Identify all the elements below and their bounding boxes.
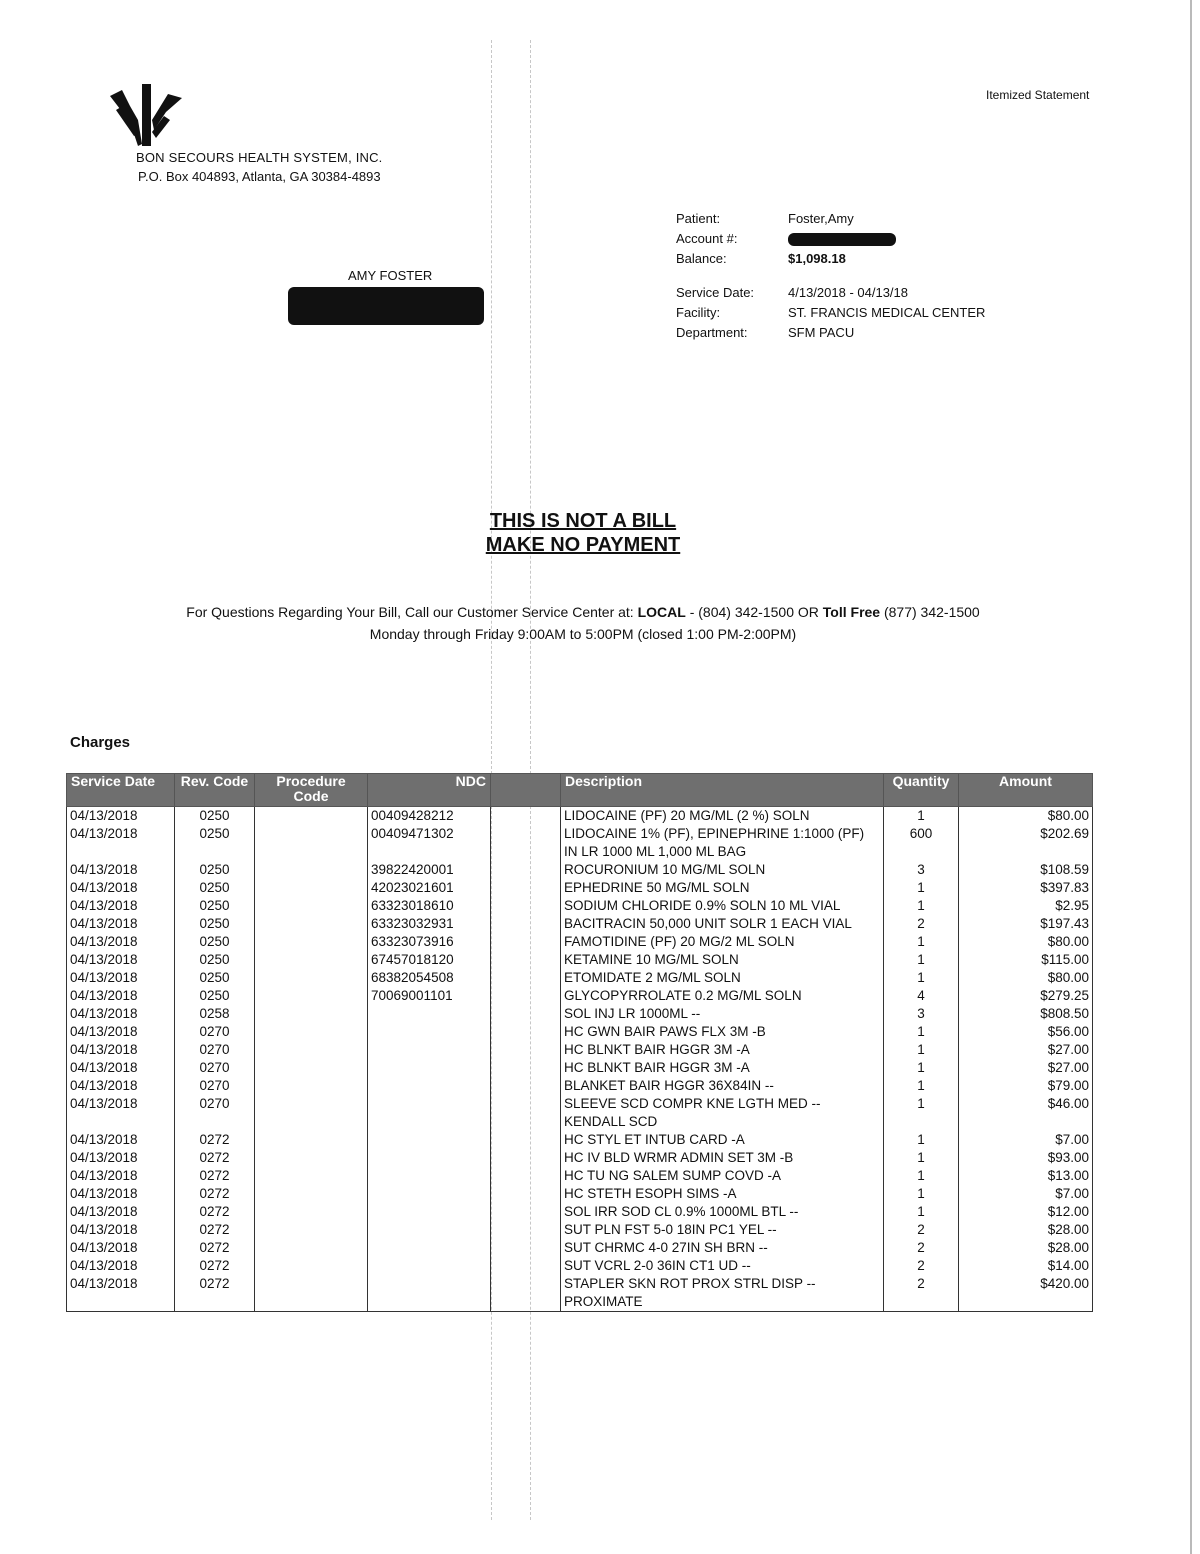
quantity-cell: 2	[884, 1257, 959, 1275]
charge-row	[67, 933, 1093, 951]
col-ndc: NDC	[368, 774, 491, 807]
ndc-cell	[368, 1131, 491, 1149]
amount-cell: $108.59	[959, 861, 1093, 879]
col-spacer	[491, 774, 561, 807]
account-info-table	[676, 208, 985, 342]
ndc-cell: 67457018120	[368, 951, 491, 969]
charge-row	[67, 1131, 1093, 1149]
charge-row	[67, 1239, 1093, 1257]
amount-cell: $93.00	[959, 1149, 1093, 1167]
spacer-cell	[491, 1131, 561, 1149]
spacer-cell	[491, 951, 561, 969]
amount-cell: $7.00	[959, 1131, 1093, 1149]
quantity-cell: 1	[884, 879, 959, 897]
rev-code-cell: 0270	[175, 1023, 255, 1041]
description-cell: HC GWN BAIR PAWS FLX 3M -B	[561, 1023, 884, 1041]
quantity-cell: 1	[884, 951, 959, 969]
service-date-cell: 04/13/2018	[67, 1059, 175, 1077]
amount-cell: $27.00	[959, 1059, 1093, 1077]
procedure-code-cell	[255, 1005, 368, 1023]
charge-row	[67, 1221, 1093, 1239]
description-cell: LIDOCAINE (PF) 20 MG/ML (2 %) SOLN	[561, 807, 884, 826]
spacer-cell	[491, 987, 561, 1005]
amount-cell: $80.00	[959, 969, 1093, 987]
amount-cell: $397.83	[959, 879, 1093, 897]
charge-row	[67, 1257, 1093, 1275]
facility-row	[676, 302, 985, 322]
amount-cell: $7.00	[959, 1185, 1093, 1203]
facility-value: ST. FRANCIS MEDICAL CENTER	[788, 304, 986, 320]
ndc-cell	[368, 1239, 491, 1257]
charge-row	[67, 1149, 1093, 1167]
charge-row	[67, 969, 1093, 987]
procedure-code-cell	[255, 825, 368, 861]
spacer-cell	[491, 1221, 561, 1239]
tollfree-label: Toll Free	[822, 604, 881, 620]
service-date-cell: 04/13/2018	[67, 1203, 175, 1221]
col-description: Description	[561, 774, 884, 807]
spacer-cell	[491, 1059, 561, 1077]
rev-code-cell: 0272	[175, 1257, 255, 1275]
ndc-cell	[368, 1077, 491, 1095]
quantity-cell: 2	[884, 1275, 959, 1312]
balance-row	[676, 248, 985, 268]
procedure-code-cell	[255, 1239, 368, 1257]
rev-code-cell: 0272	[175, 1149, 255, 1167]
service-date-cell: 04/13/2018	[67, 1239, 175, 1257]
amount-cell: $80.00	[959, 933, 1093, 951]
col-procedure-code: Procedure Code	[255, 774, 368, 807]
service-date-cell: 04/13/2018	[67, 1041, 175, 1059]
rev-code-cell: 0250	[175, 825, 255, 861]
description-cell: FAMOTIDINE (PF) 20 MG/2 ML SOLN	[561, 933, 884, 951]
rev-code-cell: 0272	[175, 1221, 255, 1239]
procedure-code-cell	[255, 1059, 368, 1077]
ndc-cell: 00409471302	[368, 825, 491, 861]
ndc-cell	[368, 1257, 491, 1275]
quantity-cell: 4	[884, 987, 959, 1005]
spacer-cell	[491, 1185, 561, 1203]
charge-row	[67, 879, 1093, 897]
local-label: LOCAL	[637, 604, 686, 620]
quantity-cell: 1	[884, 1131, 959, 1149]
description-cell: HC BLNKT BAIR HGGR 3M -A	[561, 1041, 884, 1059]
rev-code-cell: 0270	[175, 1041, 255, 1059]
description-cell: HC BLNKT BAIR HGGR 3M -A	[561, 1059, 884, 1077]
rev-code-cell: 0250	[175, 807, 255, 826]
charges-header-row	[67, 774, 1093, 807]
charges-table	[66, 773, 1093, 1312]
quantity-cell: 1	[884, 1077, 959, 1095]
service-date-cell: 04/13/2018	[67, 807, 175, 826]
charge-row	[67, 1005, 1093, 1023]
description-cell: KETAMINE 10 MG/ML SOLN	[561, 951, 884, 969]
ndc-cell	[368, 1167, 491, 1185]
procedure-code-cell	[255, 807, 368, 826]
organization-name: BON SECOURS HEALTH SYSTEM, INC.	[136, 150, 383, 165]
service-date-cell: 04/13/2018	[67, 1095, 175, 1131]
rev-code-cell: 0250	[175, 897, 255, 915]
department-label: Department:	[676, 324, 748, 340]
service-date-cell: 04/13/2018	[67, 1149, 175, 1167]
rev-code-cell: 0272	[175, 1275, 255, 1312]
quantity-cell: 1	[884, 807, 959, 826]
quantity-cell: 1	[884, 1167, 959, 1185]
facility-label: Facility:	[676, 304, 721, 320]
service-date-cell: 04/13/2018	[67, 1221, 175, 1239]
description-cell: GLYCOPYRROLATE 0.2 MG/ML SOLN	[561, 987, 884, 1005]
service-date-cell: 04/13/2018	[67, 1167, 175, 1185]
amount-cell: $28.00	[959, 1221, 1093, 1239]
charge-row	[67, 1095, 1093, 1131]
spacer-cell	[491, 1005, 561, 1023]
procedure-code-cell	[255, 1041, 368, 1059]
service-date-cell: 04/13/2018	[67, 1077, 175, 1095]
procedure-code-cell	[255, 1095, 368, 1131]
rev-code-cell: 0250	[175, 933, 255, 951]
col-service-date: Service Date	[67, 774, 175, 807]
procedure-code-cell	[255, 861, 368, 879]
contact-prefix: For Questions Regarding Your Bill, Call our Customer Service Center at:	[186, 604, 638, 620]
charge-row	[67, 1275, 1093, 1312]
quantity-cell: 1	[884, 1203, 959, 1221]
procedure-code-cell	[255, 1167, 368, 1185]
spacer-cell	[491, 897, 561, 915]
patient-value: Foster,Amy	[788, 210, 854, 226]
description-cell: HC STYL ET INTUB CARD -A	[561, 1131, 884, 1149]
description-cell: HC IV BLD WRMR ADMIN SET 3M -B	[561, 1149, 884, 1167]
ndc-cell: 39822420001	[368, 861, 491, 879]
quantity-cell: 2	[884, 915, 959, 933]
amount-cell: $27.00	[959, 1041, 1093, 1059]
amount-cell: $197.43	[959, 915, 1093, 933]
procedure-code-cell	[255, 933, 368, 951]
balance-label: Balance:	[676, 250, 727, 266]
make-no-payment-notice: MAKE NO PAYMENT	[485, 534, 681, 556]
quantity-cell: 600	[884, 825, 959, 861]
description-cell: SUT VCRL 2-0 36IN CT1 UD --	[561, 1257, 884, 1275]
procedure-code-cell	[255, 1185, 368, 1203]
redacted-address-block	[288, 287, 484, 325]
ndc-cell	[368, 1095, 491, 1131]
charge-row	[67, 987, 1093, 1005]
spacer-cell	[491, 915, 561, 933]
ndc-cell	[368, 1041, 491, 1059]
service-date-cell: 04/13/2018	[67, 1257, 175, 1275]
service-date-cell: 04/13/2018	[67, 933, 175, 951]
contact-hours: Monday through Friday 9:00AM to 5:00PM (closed 1:00 PM-2:00PM)	[369, 626, 797, 642]
charge-row	[67, 951, 1093, 969]
amount-cell: $28.00	[959, 1239, 1093, 1257]
charge-row	[67, 807, 1093, 826]
procedure-code-cell	[255, 1203, 368, 1221]
description-cell: ROCURONIUM 10 MG/ML SOLN	[561, 861, 884, 879]
amount-cell: $14.00	[959, 1257, 1093, 1275]
rev-code-cell: 0270	[175, 1059, 255, 1077]
amount-cell: $808.50	[959, 1005, 1093, 1023]
bon-secours-logo-icon	[108, 80, 184, 148]
rev-code-cell: 0272	[175, 1185, 255, 1203]
amount-cell: $279.25	[959, 987, 1093, 1005]
amount-cell: $56.00	[959, 1023, 1093, 1041]
rev-code-cell: 0250	[175, 861, 255, 879]
description-cell: EPHEDRINE 50 MG/ML SOLN	[561, 879, 884, 897]
procedure-code-cell	[255, 1221, 368, 1239]
quantity-cell: 1	[884, 1185, 959, 1203]
charges-heading: Charges	[70, 734, 131, 751]
quantity-cell: 1	[884, 933, 959, 951]
rev-code-cell: 0272	[175, 1203, 255, 1221]
service-date-cell: 04/13/2018	[67, 1023, 175, 1041]
charge-row	[67, 1185, 1093, 1203]
spacer-cell	[491, 933, 561, 951]
spacer-cell	[491, 1077, 561, 1095]
procedure-code-cell	[255, 1275, 368, 1312]
service-date-value: 4/13/2018 - 04/13/18	[788, 284, 908, 300]
ndc-cell: 68382054508	[368, 969, 491, 987]
rev-code-cell: 0270	[175, 1077, 255, 1095]
ndc-cell: 70069001101	[368, 987, 491, 1005]
spacer-cell	[491, 1095, 561, 1131]
spacer-cell	[491, 969, 561, 987]
service-date-cell: 04/13/2018	[67, 987, 175, 1005]
account-number-label: Account #:	[676, 230, 738, 246]
service-date-cell: 04/13/2018	[67, 1275, 175, 1312]
department-value: SFM PACU	[788, 324, 855, 340]
ndc-cell	[368, 1005, 491, 1023]
quantity-cell: 2	[884, 1239, 959, 1257]
service-date-label: Service Date:	[676, 284, 755, 300]
charge-row	[67, 1023, 1093, 1041]
rev-code-cell: 0272	[175, 1131, 255, 1149]
department-row	[676, 322, 985, 342]
charge-row	[67, 825, 1093, 861]
description-cell: SODIUM CHLORIDE 0.9% SOLN 10 ML VIAL	[561, 897, 884, 915]
rev-code-cell: 0270	[175, 1095, 255, 1131]
procedure-code-cell	[255, 1131, 368, 1149]
procedure-code-cell	[255, 1077, 368, 1095]
charge-row	[67, 1203, 1093, 1221]
charge-row	[67, 915, 1093, 933]
procedure-code-cell	[255, 1149, 368, 1167]
rev-code-cell: 0250	[175, 987, 255, 1005]
rev-code-cell: 0250	[175, 969, 255, 987]
quantity-cell: 1	[884, 897, 959, 915]
spacer-cell	[491, 1167, 561, 1185]
ndc-cell	[368, 1149, 491, 1167]
col-quantity: Quantity	[884, 774, 959, 807]
ndc-cell: 63323032931	[368, 915, 491, 933]
description-cell: ETOMIDATE 2 MG/ML SOLN	[561, 969, 884, 987]
amount-cell: $2.95	[959, 897, 1093, 915]
spacer-cell	[491, 1275, 561, 1312]
description-cell: STAPLER SKN ROT PROX STRL DISP -- PROXIMATE	[561, 1275, 884, 1312]
rev-code-cell: 0272	[175, 1239, 255, 1257]
account-row	[676, 228, 985, 248]
patient-label: Patient:	[676, 210, 721, 226]
service-date-cell: 04/13/2018	[67, 969, 175, 987]
service-date-cell: 04/13/2018	[67, 1005, 175, 1023]
service-date-cell: 04/13/2018	[67, 1131, 175, 1149]
charge-row	[67, 1167, 1093, 1185]
quantity-cell: 1	[884, 969, 959, 987]
spacer-cell	[491, 861, 561, 879]
service-date-cell: 04/13/2018	[67, 897, 175, 915]
service-date-cell: 04/13/2018	[67, 1185, 175, 1203]
quantity-cell: 1	[884, 1095, 959, 1131]
service-date-cell: 04/13/2018	[67, 951, 175, 969]
ndc-cell	[368, 1023, 491, 1041]
spacer-cell	[491, 1041, 561, 1059]
description-cell: HC STETH ESOPH SIMS -A	[561, 1185, 884, 1203]
document-type-label: Itemized Statement	[986, 88, 1090, 102]
amount-cell: $420.00	[959, 1275, 1093, 1312]
procedure-code-cell	[255, 969, 368, 987]
amount-cell: $202.69	[959, 825, 1093, 861]
recipient-name: AMY FOSTER	[348, 268, 433, 283]
spacer-cell	[491, 879, 561, 897]
service-date-cell: 04/13/2018	[67, 861, 175, 879]
amount-cell: $115.00	[959, 951, 1093, 969]
amount-cell: $12.00	[959, 1203, 1093, 1221]
description-cell: SUT PLN FST 5-0 18IN PC1 YEL --	[561, 1221, 884, 1239]
rev-code-cell: 0272	[175, 1167, 255, 1185]
spacer-cell	[491, 1239, 561, 1257]
col-rev-code: Rev. Code	[175, 774, 255, 807]
procedure-code-cell	[255, 951, 368, 969]
local-number: - (804) 342-1500 OR	[685, 604, 823, 620]
ndc-cell	[368, 1059, 491, 1077]
description-cell: BACITRACIN 50,000 UNIT SOLR 1 EACH VIAL	[561, 915, 884, 933]
spacer-cell	[491, 825, 561, 861]
description-cell: SOL IRR SOD CL 0.9% 1000ML BTL --	[561, 1203, 884, 1221]
ndc-cell: 42023021601	[368, 879, 491, 897]
description-cell: BLANKET BAIR HGGR 36X84IN --	[561, 1077, 884, 1095]
contact-line	[0, 604, 1166, 620]
spacer-cell	[491, 807, 561, 826]
ndc-cell	[368, 1203, 491, 1221]
organization-address: P.O. Box 404893, Atlanta, GA 30384-4893	[138, 169, 381, 184]
service-date-cell: 04/13/2018	[67, 879, 175, 897]
spacer-cell	[491, 1023, 561, 1041]
spacer-cell	[491, 1203, 561, 1221]
service-date-row	[676, 282, 985, 302]
rev-code-cell: 0258	[175, 1005, 255, 1023]
rev-code-cell: 0250	[175, 915, 255, 933]
description-cell: LIDOCAINE 1% (PF), EPINEPHRINE 1:1000 (PF) IN LR 1000 ML 1,000 ML BAG	[561, 825, 884, 861]
ndc-cell: 63323018610	[368, 897, 491, 915]
amount-cell: $13.00	[959, 1167, 1093, 1185]
rev-code-cell: 0250	[175, 951, 255, 969]
charge-row	[67, 897, 1093, 915]
description-cell: HC TU NG SALEM SUMP COVD -A	[561, 1167, 884, 1185]
quantity-cell: 3	[884, 861, 959, 879]
spacer-cell	[491, 1257, 561, 1275]
procedure-code-cell	[255, 897, 368, 915]
procedure-code-cell	[255, 1257, 368, 1275]
spacer-cell	[491, 1149, 561, 1167]
scan-page-edge	[1190, 0, 1192, 1554]
procedure-code-cell	[255, 915, 368, 933]
charges-body	[67, 807, 1093, 1312]
account-number-redacted	[788, 228, 985, 248]
procedure-code-cell	[255, 879, 368, 897]
ndc-cell: 63323073916	[368, 933, 491, 951]
quantity-cell: 1	[884, 1149, 959, 1167]
service-date-cell: 04/13/2018	[67, 915, 175, 933]
charge-row	[67, 1059, 1093, 1077]
patient-row	[676, 208, 985, 228]
amount-cell: $46.00	[959, 1095, 1093, 1131]
procedure-code-cell	[255, 987, 368, 1005]
col-amount: Amount	[959, 774, 1093, 807]
description-cell: SUT CHRMC 4-0 27IN SH BRN --	[561, 1239, 884, 1257]
amount-cell: $79.00	[959, 1077, 1093, 1095]
amount-cell: $80.00	[959, 807, 1093, 826]
service-date-cell: 04/13/2018	[67, 825, 175, 861]
charge-row	[67, 1041, 1093, 1059]
quantity-cell: 1	[884, 1023, 959, 1041]
ndc-cell	[368, 1185, 491, 1203]
ndc-cell	[368, 1221, 491, 1239]
charge-row	[67, 1077, 1093, 1095]
quantity-cell: 1	[884, 1041, 959, 1059]
quantity-cell: 3	[884, 1005, 959, 1023]
rev-code-cell: 0250	[175, 879, 255, 897]
charge-row	[67, 861, 1093, 879]
quantity-cell: 2	[884, 1221, 959, 1239]
description-cell: SLEEVE SCD COMPR KNE LGTH MED -- KENDALL SCD	[561, 1095, 884, 1131]
description-cell: SOL INJ LR 1000ML --	[561, 1005, 884, 1023]
procedure-code-cell	[255, 1023, 368, 1041]
not-a-bill-notice: THIS IS NOT A BILL	[489, 510, 677, 532]
ndc-cell	[368, 1275, 491, 1312]
quantity-cell: 1	[884, 1059, 959, 1077]
tollfree-number: (877) 342-1500	[880, 604, 980, 620]
balance-value: $1,098.18	[788, 250, 846, 266]
ndc-cell: 00409428212	[368, 807, 491, 826]
